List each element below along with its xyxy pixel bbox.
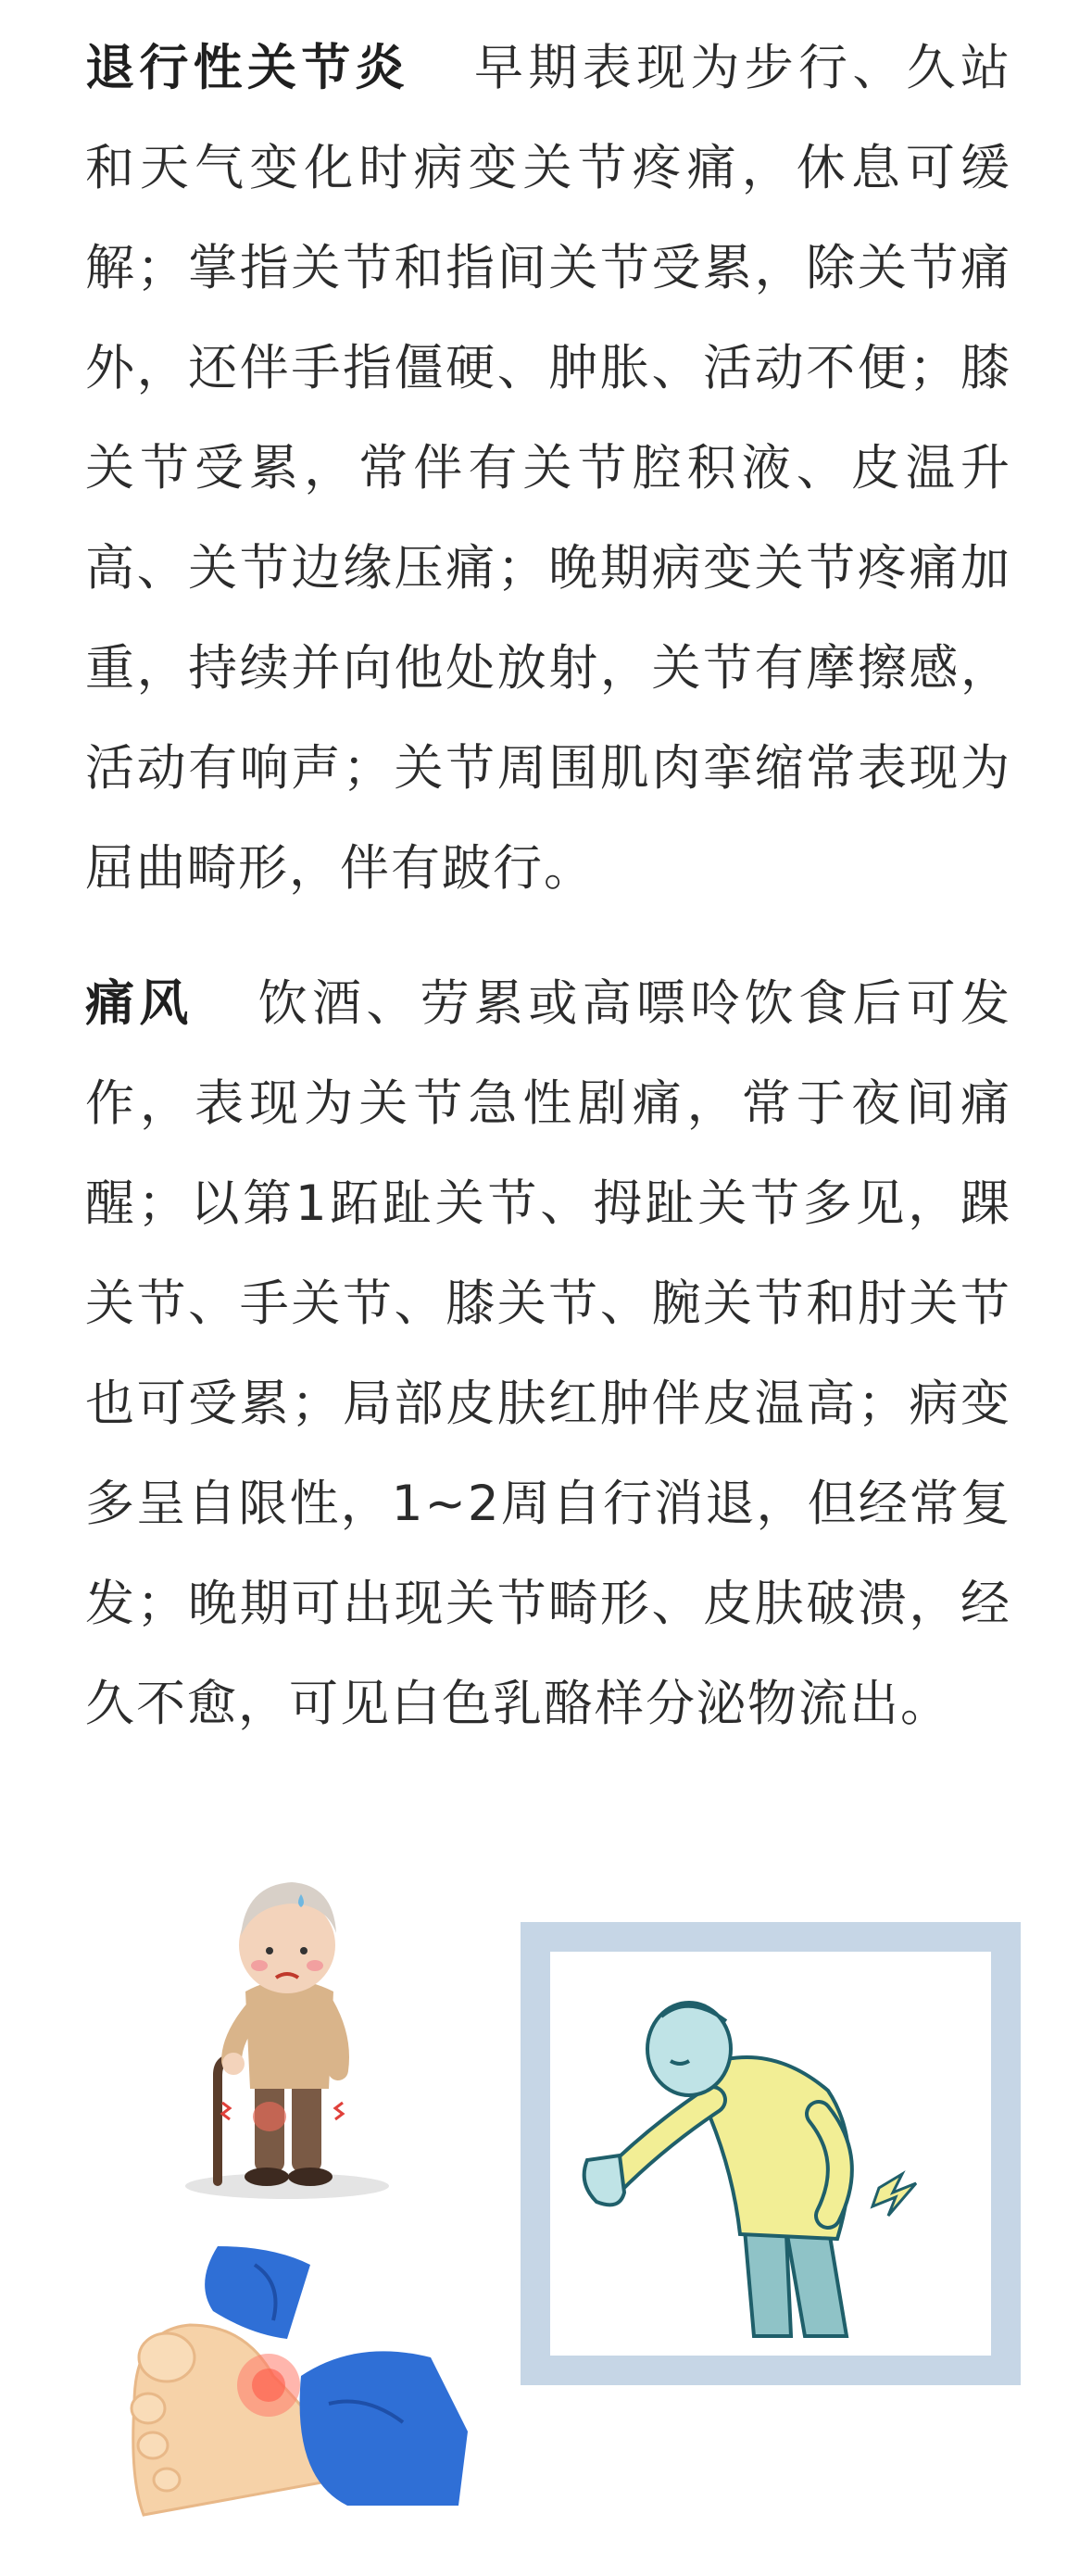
term-osteoarthritis: 退行性关节炎 — [85, 40, 409, 96]
paragraph-osteoarthritis — [85, 19, 1011, 919]
body-gout: 饮酒、劳累或高嘌呤饮食后可发作，表现为关节急性剧痛，常于夜间痛醒；以第1跖趾关节、拇趾关节多见，踝关节、手关节、膝关节、腕关节和肘关节也可受累；局部皮肤红肿伴皮温高；病变多呈自限性，1~2周自行消退，但经常复发；晚期可出现关节畸形、皮肤破溃，经久不愈，可见白色乳酪样分泌物流出。 — [85, 975, 1012, 1732]
paragraph-gout — [85, 954, 1011, 1754]
man-back-pain-icon — [550, 1952, 991, 2356]
backpain-illustration-frame — [521, 1922, 1021, 2385]
term-gout: 痛风 — [85, 975, 194, 1032]
body-osteoarthritis: 早期表现为步行、久站和天气变化时病变关节疼痛，休息可缓解；掌指关节和指间关节受累，除关节痛外，还伴手指僵硬、肿胀、活动不便；膝关节受累，常伴有关节腔积液、皮温升高、关节边缘压痛；晚期病变关节疼痛加重，持续并向他处放射，关节有摩擦感，活动有响声；关节周围肌肉挛缩常表现为屈曲畸形，伴有跛行。 — [85, 40, 1011, 897]
article — [85, 19, 1011, 1754]
gloved-hands-examining-toe-icon — [116, 2246, 486, 2524]
elderly-man-knee-pain-icon — [167, 1853, 408, 2205]
